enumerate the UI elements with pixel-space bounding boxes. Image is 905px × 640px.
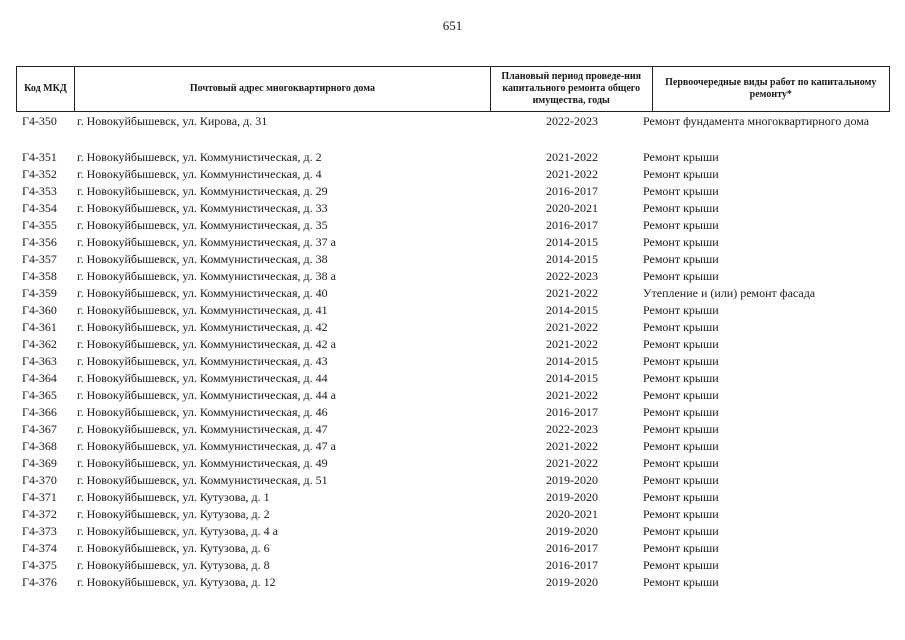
row-works: Ремонт крыши xyxy=(643,405,719,419)
row-works: Ремонт крыши xyxy=(643,269,719,283)
row-works: Ремонт крыши xyxy=(643,320,719,334)
row-period: 2016-2017 xyxy=(546,541,598,555)
row-works: Ремонт крыши xyxy=(643,558,719,572)
row-period: 2019-2020 xyxy=(546,473,598,487)
row-works: Ремонт крыши xyxy=(643,439,719,453)
row-code: Г4-375 xyxy=(22,558,57,572)
header-code: Код МКД xyxy=(17,67,75,111)
row-works: Ремонт крыши xyxy=(643,422,719,436)
table-row xyxy=(16,455,890,472)
page-number: 651 xyxy=(442,18,463,33)
row-address: г. Новокуйбышевск, ул. Коммунистическая, д. 42 xyxy=(77,320,328,334)
table-row xyxy=(16,251,890,268)
row-code: Г4-354 xyxy=(22,201,57,215)
row-period: 2020-2021 xyxy=(546,201,598,215)
table-row xyxy=(16,285,890,302)
row-code: Г4-368 xyxy=(22,439,57,453)
table-row xyxy=(16,404,890,421)
row-code: Г4-352 xyxy=(22,167,57,181)
table-row xyxy=(16,183,890,200)
row-period: 2016-2017 xyxy=(546,218,598,232)
table-row xyxy=(16,506,890,523)
row-code: Г4-372 xyxy=(22,507,57,521)
table-row xyxy=(16,557,890,574)
header-works: Первоочередные виды работ по капитальному ремонту* xyxy=(665,77,877,100)
row-address: г. Новокуйбышевск, ул. Кутузова, д. 1 xyxy=(77,490,270,504)
row-works: Ремонт крыши xyxy=(643,354,719,368)
table-row xyxy=(16,489,890,506)
header-address: Почтовый адрес многоквартирного дома xyxy=(75,67,491,111)
row-works: Ремонт крыши xyxy=(643,490,719,504)
row-works: Ремонт крыши xyxy=(643,201,719,215)
table-row xyxy=(16,113,890,131)
table-row xyxy=(16,540,890,557)
table-row xyxy=(16,268,890,285)
row-period: 2021-2022 xyxy=(546,167,598,181)
row-address: г. Новокуйбышевск, ул. Коммунистическая, д. 42 а xyxy=(77,337,336,351)
spacer-row xyxy=(16,131,890,149)
row-address: г. Новокуйбышевск, ул. Коммунистическая, д. 47 а xyxy=(77,439,336,453)
table-row xyxy=(16,217,890,234)
row-period: 2014-2015 xyxy=(546,303,598,317)
row-works: Ремонт крыши xyxy=(643,388,719,402)
row-code: Г4-374 xyxy=(22,541,57,555)
row-period: 2021-2022 xyxy=(546,337,598,351)
row-period: 2016-2017 xyxy=(546,405,598,419)
row-address: г. Новокуйбышевск, ул. Кутузова, д. 12 xyxy=(77,575,276,589)
row-address: г. Новокуйбышевск, ул. Коммунистическая, д. 38 а xyxy=(77,269,336,283)
row-period: 2021-2022 xyxy=(546,286,598,300)
row-address: г. Новокуйбышевск, ул. Кутузова, д. 8 xyxy=(77,558,270,572)
row-works: Ремонт крыши xyxy=(643,252,719,266)
table-row xyxy=(16,200,890,217)
row-works: Ремонт крыши xyxy=(643,303,719,317)
row-address: г. Новокуйбышевск, ул. Коммунистическая, д. 47 xyxy=(77,422,328,436)
row-address: г. Новокуйбышевск, ул. Коммунистическая, д. 49 xyxy=(77,456,328,470)
row-period: 2014-2015 xyxy=(546,371,598,385)
row-works: Ремонт крыши xyxy=(643,575,719,589)
row-works: Ремонт крыши xyxy=(643,235,719,249)
row-code: Г4-373 xyxy=(22,524,57,538)
row-code: Г4-353 xyxy=(22,184,57,198)
row-period: 2021-2022 xyxy=(546,456,598,470)
row-works: Ремонт крыши xyxy=(643,456,719,470)
row-code: Г4-371 xyxy=(22,490,57,504)
row-address: г. Новокуйбышевск, ул. Кутузова, д. 6 xyxy=(77,541,270,555)
row-period: 2021-2022 xyxy=(546,388,598,402)
row-code: Г4-361 xyxy=(22,320,57,334)
row-works: Ремонт крыши xyxy=(643,371,719,385)
row-address: г. Новокуйбышевск, ул. Коммунистическая, д. 44 а xyxy=(77,388,336,402)
row-period: 2014-2015 xyxy=(546,354,598,368)
row-code: Г4-367 xyxy=(22,422,57,436)
row-code: Г4-369 xyxy=(22,456,57,470)
row-code: Г4-370 xyxy=(22,473,57,487)
row-code: Г4-362 xyxy=(22,337,57,351)
row-period: 2014-2015 xyxy=(546,252,598,266)
table-body xyxy=(16,113,890,591)
row-period: 2022-2023 xyxy=(546,422,598,436)
header-period: Плановый период проведе-ния капитального ремонта общего имущества, годы xyxy=(491,67,653,111)
row-address: г. Новокуйбышевск, ул. Коммунистическая, д. 38 xyxy=(77,252,328,266)
row-address: г. Новокуйбышевск, ул. Коммунистическая, д. 46 xyxy=(77,405,328,419)
row-address: г. Новокуйбышевск, ул. Коммунистическая, д. 37 а xyxy=(77,235,336,249)
row-works: Ремонт крыши xyxy=(643,473,719,487)
table-row xyxy=(16,319,890,336)
table-row xyxy=(16,149,890,166)
row-period: 2019-2020 xyxy=(546,524,598,538)
table-row xyxy=(16,472,890,489)
row-period: 2014-2015 xyxy=(546,235,598,249)
row-period: 2022-2023 xyxy=(546,114,598,128)
row-address: г. Новокуйбышевск, ул. Коммунистическая, д. 4 xyxy=(77,167,322,181)
table-row xyxy=(16,421,890,438)
row-works: Ремонт фундамента многоквартирного дома xyxy=(643,114,870,128)
row-works: Ремонт крыши xyxy=(643,167,719,181)
row-address: г. Новокуйбышевск, ул. Коммунистическая, д. 2 xyxy=(77,150,322,164)
row-period: 2019-2020 xyxy=(546,575,598,589)
table-row xyxy=(16,302,890,319)
row-code: Г4-356 xyxy=(22,235,57,249)
row-period: 2016-2017 xyxy=(546,184,598,198)
row-address: г. Новокуйбышевск, ул. Кутузова, д. 4 а xyxy=(77,524,278,538)
row-code: Г4-351 xyxy=(22,150,57,164)
row-address: г. Новокуйбышевск, ул. Коммунистическая, д. 44 xyxy=(77,371,328,385)
table-row xyxy=(16,370,890,387)
row-address: г. Новокуйбышевск, ул. Коммунистическая, д. 51 xyxy=(77,473,328,487)
table-row xyxy=(16,523,890,540)
row-period: 2016-2017 xyxy=(546,558,598,572)
row-code: Г4-358 xyxy=(22,269,57,283)
row-address: г. Новокуйбышевск, ул. Коммунистическая, д. 35 xyxy=(77,218,328,232)
table-row xyxy=(16,353,890,370)
row-works: Ремонт крыши xyxy=(643,218,719,232)
row-code: Г4-366 xyxy=(22,405,57,419)
table-row xyxy=(16,234,890,251)
row-address: г. Новокуйбышевск, ул. Коммунистическая, д. 41 xyxy=(77,303,328,317)
row-works: Ремонт крыши xyxy=(643,524,719,538)
row-address: г. Новокуйбышевск, ул. Кутузова, д. 2 xyxy=(77,507,270,521)
row-code: Г4-359 xyxy=(22,286,57,300)
row-works: Ремонт крыши xyxy=(643,507,719,521)
table-header xyxy=(16,66,890,112)
row-code: Г4-365 xyxy=(22,388,57,402)
row-code: Г4-376 xyxy=(22,575,57,589)
row-period: 2020-2021 xyxy=(546,507,598,521)
row-address: г. Новокуйбышевск, ул. Коммунистическая, д. 33 xyxy=(77,201,328,215)
row-period: 2021-2022 xyxy=(546,320,598,334)
table-row xyxy=(16,438,890,455)
row-period: 2021-2022 xyxy=(546,439,598,453)
table-row xyxy=(16,574,890,591)
row-code: Г4-363 xyxy=(22,354,57,368)
row-code: Г4-357 xyxy=(22,252,57,266)
row-works: Ремонт крыши xyxy=(643,150,719,164)
row-code: Г4-355 xyxy=(22,218,57,232)
row-address: г. Новокуйбышевск, ул. Коммунистическая, д. 40 xyxy=(77,286,328,300)
row-address: г. Новокуйбышевск, ул. Кирова, д. 31 xyxy=(77,114,268,128)
row-address: г. Новокуйбышевск, ул. Коммунистическая, д. 43 xyxy=(77,354,328,368)
row-works: Утепление и (или) ремонт фасада xyxy=(643,286,816,300)
row-period: 2019-2020 xyxy=(546,490,598,504)
row-works: Ремонт крыши xyxy=(643,337,719,351)
row-period: 2022-2023 xyxy=(546,269,598,283)
row-address: г. Новокуйбышевск, ул. Коммунистическая, д. 29 xyxy=(77,184,328,198)
row-code: Г4-360 xyxy=(22,303,57,317)
row-works: Ремонт крыши xyxy=(643,541,719,555)
row-code: Г4-350 xyxy=(22,114,57,128)
row-period: 2021-2022 xyxy=(546,150,598,164)
row-works: Ремонт крыши xyxy=(643,184,719,198)
table-row xyxy=(16,336,890,353)
row-code: Г4-364 xyxy=(22,371,57,385)
table-row xyxy=(16,166,890,183)
table-row xyxy=(16,387,890,404)
